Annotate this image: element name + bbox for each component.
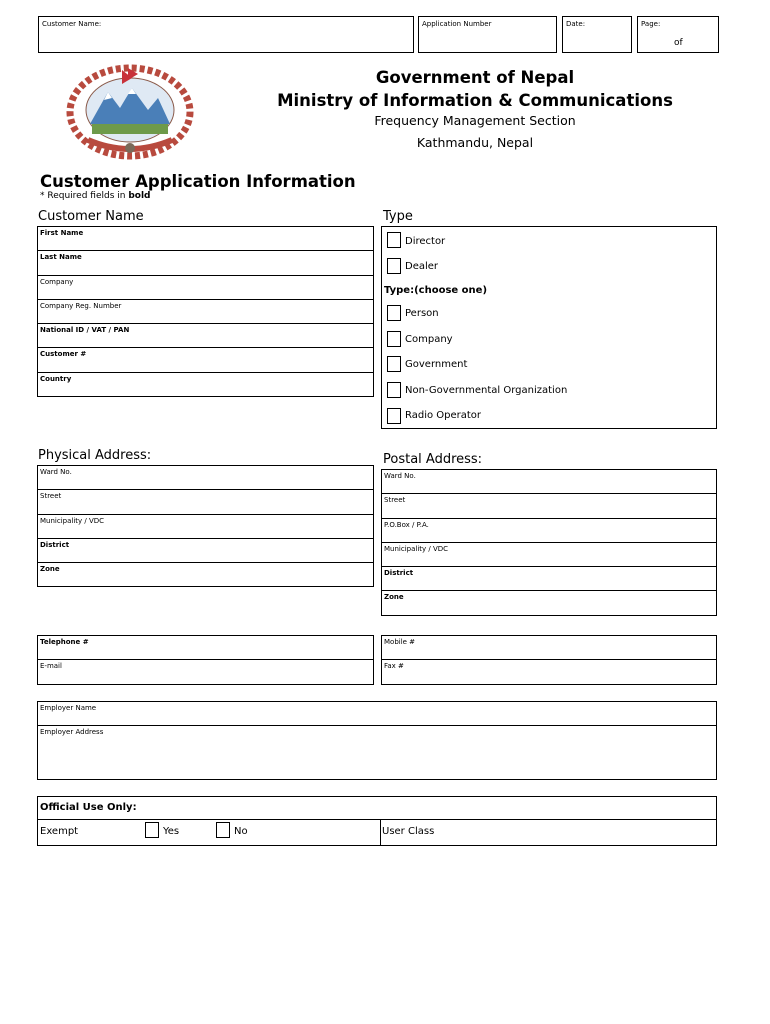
field-label: Municipality / VDC <box>384 544 449 553</box>
type-choose-label: Type:(choose one) <box>384 285 488 296</box>
field-label: Street <box>40 492 62 501</box>
physical-address-heading: Physical Address: <box>38 448 152 463</box>
form-title: Customer Application Information <box>40 172 356 191</box>
last-name-field[interactable] <box>38 251 373 275</box>
official-use-box <box>37 796 717 846</box>
person-label: Person <box>405 308 439 319</box>
field-label: Country <box>40 374 72 383</box>
field-label: Municipality / VDC <box>40 516 105 525</box>
physical-street-field[interactable] <box>38 490 373 514</box>
postal-address-fields <box>381 469 717 616</box>
date-field[interactable] <box>562 16 632 53</box>
user-class-label: User Class <box>382 826 435 837</box>
email-field[interactable] <box>38 660 373 684</box>
postal-ward-field[interactable] <box>382 470 716 494</box>
fax-field[interactable] <box>382 660 716 684</box>
field-label: Last Name <box>40 253 82 262</box>
field-label: District <box>384 569 414 578</box>
company-checkbox[interactable] <box>387 331 401 347</box>
ngo-label: Non-Governmental Organization <box>405 385 568 396</box>
government-checkbox[interactable] <box>387 356 401 372</box>
user-class-field[interactable] <box>380 820 716 845</box>
type-box <box>381 226 717 429</box>
page-of-label: of <box>674 38 683 48</box>
radio-operator-label: Radio Operator <box>405 410 482 421</box>
customer-name-heading: Customer Name <box>38 209 144 224</box>
official-use-header <box>38 797 716 820</box>
field-label: Company <box>40 277 74 286</box>
required-note <box>40 191 150 201</box>
nepal-emblem-icon <box>60 62 200 162</box>
page-label: Page: <box>641 20 661 28</box>
postal-zone-field[interactable] <box>382 591 716 615</box>
field-label: Street <box>384 496 406 505</box>
country-field[interactable] <box>38 373 373 397</box>
customer-name-header-label: Customer Name: <box>42 20 102 28</box>
postal-street-field[interactable] <box>382 494 716 518</box>
letterhead-line-4: Kathmandu, Nepal <box>416 135 534 150</box>
type-heading: Type <box>383 209 413 224</box>
field-label: Company Reg. Number <box>40 301 122 310</box>
field-label: National ID / VAT / PAN <box>40 326 130 335</box>
field-label: First Name <box>40 229 84 237</box>
postal-district-field[interactable] <box>382 567 716 591</box>
national-id-field[interactable] <box>38 324 373 348</box>
company-field[interactable] <box>38 276 373 300</box>
postal-municipality-field[interactable] <box>382 543 716 567</box>
field-label: Ward No. <box>384 472 416 480</box>
company-reg-number-field[interactable] <box>38 300 373 324</box>
contact-right-fields <box>381 635 717 685</box>
application-number-label: Application Number <box>422 20 492 28</box>
first-name-field[interactable] <box>38 227 373 251</box>
page-field[interactable] <box>637 16 719 53</box>
field-label: Mobile # <box>384 638 416 646</box>
director-label: Director <box>405 236 446 247</box>
field-label: E-mail <box>40 662 62 671</box>
ngo-checkbox[interactable] <box>387 382 401 398</box>
field-label: Telephone # <box>40 638 89 646</box>
field-label: Zone <box>40 565 60 574</box>
field-label: District <box>40 540 70 549</box>
exempt-no-checkbox[interactable] <box>216 822 230 838</box>
postal-address-heading: Postal Address: <box>383 452 483 467</box>
physical-address-fields <box>37 465 374 587</box>
physical-zone-field[interactable] <box>38 563 373 587</box>
dealer-label: Dealer <box>405 261 439 272</box>
physical-district-field[interactable] <box>38 539 373 563</box>
employer-name-label: Employer Name <box>40 704 97 712</box>
employer-box <box>37 701 717 780</box>
official-use-title: Official Use Only: <box>40 802 137 813</box>
letterhead-line-3: Frequency Management Section <box>374 113 576 128</box>
employer-name-field[interactable] <box>38 702 716 726</box>
exempt-yes-checkbox[interactable] <box>145 822 159 838</box>
field-label: Ward No. <box>40 468 72 476</box>
field-label: P.O.Box / P.A. <box>384 520 429 529</box>
field-label: Zone <box>384 593 404 602</box>
customer-number-field[interactable] <box>38 348 373 372</box>
letterhead-line-1: Government of Nepal <box>375 68 575 87</box>
date-label: Date: <box>566 20 586 28</box>
director-checkbox[interactable] <box>387 232 401 248</box>
contact-left-fields <box>37 635 374 685</box>
employer-address-field[interactable] <box>38 726 716 779</box>
letterhead-line-2: Ministry of Information & Communications <box>277 91 673 110</box>
field-label: Fax # <box>384 662 404 671</box>
customer-name-fields <box>37 226 374 397</box>
government-label: Government <box>405 359 468 370</box>
company-type-label: Company <box>405 334 453 345</box>
required-note-bold: bold <box>128 191 151 201</box>
telephone-field[interactable] <box>38 636 373 660</box>
field-label: Customer # <box>40 350 87 359</box>
exempt-yes-label: Yes <box>163 826 180 837</box>
postal-pobox-field[interactable] <box>382 519 716 543</box>
exempt-label: Exempt <box>40 826 79 837</box>
radio-operator-checkbox[interactable] <box>387 408 401 424</box>
application-number-field[interactable] <box>418 16 557 53</box>
employer-address-label: Employer Address <box>40 728 104 736</box>
person-checkbox[interactable] <box>387 305 401 321</box>
exempt-no-label: No <box>234 826 248 837</box>
mobile-field[interactable] <box>382 636 716 660</box>
required-note-text: * Required fields in <box>40 191 129 201</box>
physical-municipality-field[interactable] <box>38 515 373 539</box>
physical-ward-field[interactable] <box>38 466 373 490</box>
dealer-checkbox[interactable] <box>387 258 401 274</box>
customer-name-header-field[interactable] <box>38 16 414 53</box>
